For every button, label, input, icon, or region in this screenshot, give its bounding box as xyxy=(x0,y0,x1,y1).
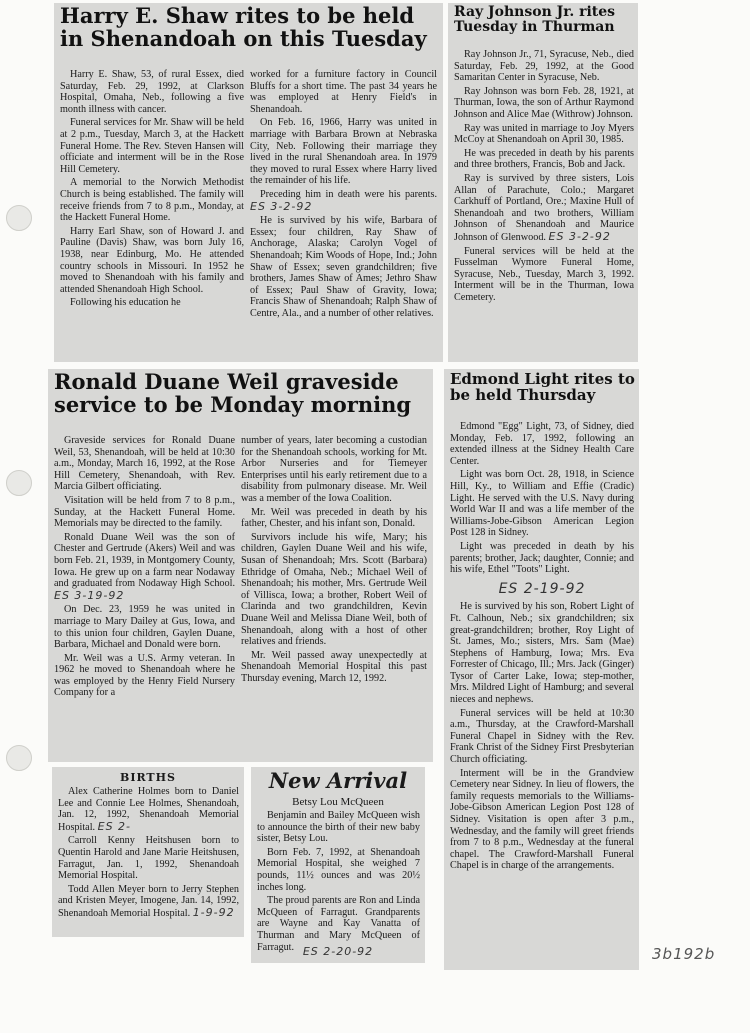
shaw-column-2 xyxy=(250,69,437,319)
paragraph: Following his education he xyxy=(70,297,181,309)
paragraph: Light was preceded in death by his parents; brother, Jack; daughter, Connie; and his wife, Ethel "Toots" Light. xyxy=(450,540,634,576)
weil-headline: Ronald Duane Weil graveside service to be Monday morning xyxy=(54,369,412,417)
paragraph-text: Alex Catherine Holmes born to Daniel Lee and Connie Lee Holmes, Shenandoah, Jan. 12, 1992, Shenandoah Memorial Hospital. xyxy=(58,786,239,833)
weil-column-1 xyxy=(54,435,235,699)
births-column xyxy=(58,786,239,920)
paragraph: Funeral services for Mr. Shaw will be held at 2 p.m., Tuesday, March 3, at the Hackett Funeral Home. The Rev. Steven Hansen will officiate and interment will be in the Rose Hill Cemetery. xyxy=(60,117,244,175)
arrival-title: New Arrival xyxy=(268,768,408,793)
paragraph: Benjamin and Bailey McQueen wish to announce the birth of their new baby sister, Betsy Lou. xyxy=(257,810,420,845)
paragraph: worked for a furniture factory in Council Bluffs for a short time. The past 34 years he was employed at Henry Field's in Shenandoah. xyxy=(250,69,437,115)
birth-entry xyxy=(58,786,239,833)
paragraph-text: Preceding him in death were his parents. xyxy=(260,188,437,200)
light-headline: Edmond Light rites to be held Thursday xyxy=(450,370,635,405)
births-clipping xyxy=(52,767,244,937)
paragraph: Visitation will be held from 7 to 8 p.m., Sunday, at the Hackett Funeral Home. Memorials may be directed to the family. xyxy=(54,494,235,530)
paragraph: Survivors include his wife, Mary; his children, Gaylen Duane Weil and his wife, Susan of Shenandoah; Mrs. Scott (Barbara) Ethridge of Omaha, Neb.; Michael Weil of Shenandoah; his mother, Mrs. Gertrude Weil of Villisca, Iowa; a brother, Robert Weil of Clarinda and two grandchildren, Kevin Duane Weil and Melissa Diane Weil, both of Shenandoah, along with a host of other relatives and friends. xyxy=(241,531,427,648)
paragraph: Mr. Weil passed away unexpectedly at Shenandoah Memorial Hospital this past Thursday evening, March 12, 1992. xyxy=(241,649,427,684)
light-clipping xyxy=(444,369,639,970)
paragraph-text: Ronald Duane Weil was the son of Chester and Gertrude (Akers) Weil and was born Feb. 21, 1939, in Montgomery County, Iowa. He grew up on a farm near Nodaway and graduated from Nodaway High School. xyxy=(54,531,235,590)
light-column xyxy=(450,421,634,872)
catalog-number: 3b192b xyxy=(652,945,716,963)
handwritten-date-note: ES 2-19-92 xyxy=(498,580,586,597)
paragraph: The proud parents are Ron and Linda McQueen of Farragut. Grandparents are Wayne and Kay Vanatta of Thurman and Mary McQueen of Farragut. xyxy=(257,895,420,953)
paragraph: He is survived by his wife, Barbara of Essex; four children, Ray Shaw of Anchorage, Alaska; Carolyn Vogel of Shenandoah; Kim Woods of Hope, Ind.; John Shaw of Essex; seven grandchildren; five brothers, James Shaw of Ames; Jethro Shaw of Essex; Paul Shaw of Gravity, Iowa; Francis Shaw of Shenandoah; Ralph Shaw of Centre, Ala., and a number of other relatives. xyxy=(250,215,437,319)
paragraph: Ray Johnson Jr., 71, Syracuse, Neb., died Saturday, Feb. 29, 1992, at the Good Samaritan Center in Syracuse, Neb. xyxy=(454,49,634,84)
punch-hole xyxy=(6,205,32,231)
paragraph: Funeral services will be held at 10:30 a.m., Thursday, at the Crawford-Marshall Funeral Chapel in Sidney with the Rev. Frank Christ of the Sidney First Presbyterian Church officiating. xyxy=(450,707,634,766)
punch-hole xyxy=(6,745,32,771)
handwritten-date-note: ES 3-2-92 xyxy=(250,199,313,213)
paragraph-text: Ray is survived by three sisters, Lois Allan of Parachute, Colo.; Margaret Carkhuff of Portland, Ore.; Maxine Hull of Shenandoah and two brothers, William Johnson of Shenandoah and Maurice Johnson of Glenwood. xyxy=(454,172,634,243)
handwritten-date-note: ES 2- xyxy=(97,819,132,833)
arrival-baby-name: Betsy Lou McQueen xyxy=(292,796,384,808)
weil-clipping xyxy=(48,369,433,762)
shaw-headline: Harry E. Shaw rites to be held in Shenandoah on this Tuesday xyxy=(60,3,427,51)
johnson-headline: Ray Johnson Jr. rites Tuesday in Thurman xyxy=(454,4,616,36)
paragraph: He was preceded in death by his parents and three brothers, Francis, Bob and Jack. xyxy=(454,147,634,171)
paragraph xyxy=(250,189,437,213)
handwritten-date-note: ES 3-2-92 xyxy=(548,229,611,243)
paragraph: Edmond "Egg" Light, 73, of Sidney, died Monday, Feb. 17, 1992, following an extended illness at the Sidney Health Care Center. xyxy=(450,421,634,467)
weil-column-2 xyxy=(241,435,427,684)
arrival-column xyxy=(257,810,420,953)
handwritten-date-note: ES 2-20-92 xyxy=(302,945,374,958)
paragraph: Interment will be in the Grandview Cemetery near Sidney. In lieu of flowers, the family requests memorials to the Williams-Jobe-Gibson American Legion Post 128 of Sidney. Visitation is open after 3 p.m., Wednesday, and the family will greet friends from 7 to 8 p.m., Wednesday at the funeral chapel. The Crawford-Marshall Funeral Chapel is in charge of the arrangements. xyxy=(450,767,634,872)
handwritten-date-note: 1-9-92 xyxy=(192,905,235,919)
paragraph xyxy=(54,532,235,603)
paragraph: On Dec. 23, 1959 he was united in marriage to Mary Dailey at Gus, Iowa, and to this union four children, Gaylen Duane, Barbara, Michael and Donald were born. xyxy=(54,604,235,651)
paragraph: A memorial to the Norwich Methodist Church is being established. The family will receive friends from 7 to 8 p.m., Monday, at the Hackett Funeral Home. xyxy=(60,177,244,224)
punch-hole xyxy=(6,470,32,496)
birth-entry xyxy=(58,884,239,920)
paragraph: Ray Johnson was born Feb. 28, 1921, at Thurman, Iowa, the son of Arthur Raymond Johnson and Alice Mae (Withrow) Johnson. xyxy=(454,85,634,120)
paragraph xyxy=(454,173,634,244)
arrival-clipping xyxy=(251,767,425,963)
paragraph: Funeral services will be held at the Fusselman Wymore Funeral Home, Syracuse, Neb., Tuesday, March 3, 1992. Interment will be in the Thurman, Iowa Cemetery. xyxy=(454,245,634,303)
paragraph-text: Todd Allen Meyer born to Jerry Stephen and Kristen Meyer, Imogene, Jan. 14, 1992, Shenandoah Memorial Hospital. xyxy=(58,883,239,919)
paragraph: Harry E. Shaw, 53, of rural Essex, died Saturday, Feb. 29, 1992, at Clarkson Hospital, Omaha, Neb., following a five month illness with cancer. xyxy=(60,69,244,115)
shaw-clipping xyxy=(54,3,443,362)
paragraph: Mr. Weil was a U.S. Army veteran. In 1962 he moved to Shenandoah where he was employed by the Henry Field Nursery Company for a xyxy=(54,652,235,699)
johnson-column xyxy=(454,49,634,303)
paragraph: Ray was united in marriage to Joy Myers McCoy at Shenandoah on April 30, 1985. xyxy=(454,122,634,146)
births-title: BIRTHS xyxy=(120,771,176,784)
paragraph: Harry Earl Shaw, son of Howard J. and Pauline (Davis) Shaw, was born July 16, 1938, near Edinburg, Mo. He attended country schools in Missouri. In 1952 he moved to Shenandoah with his family and attended Shenandoah High School. xyxy=(60,225,244,295)
handwritten-date-note: ES 3-19-92 xyxy=(54,588,125,602)
paragraph: Born Feb. 7, 1992, at Shenandoah Memorial Hospital, she weighed 7 pounds, 11½ ounces and was 20½ inches long. xyxy=(257,846,420,893)
johnson-clipping xyxy=(448,3,638,362)
paragraph: Mr. Weil was preceded in death by his father, Chester, and his infant son, Donald. xyxy=(241,506,427,530)
paragraph: number of years, later becoming a custodian for the Shenandoah schools, working for Mt. Arbor Nurseries and for Tiemeyer Enterprises until his early retirement due to a disability from pulmonary disease. Mr. Weil was a member of the Iowa Coalition. xyxy=(241,435,427,504)
paragraph: Light was born Oct. 28, 1918, in Science Hill, Ky., to William and Effie (Cradic) Light. He served with the U.S. Navy during World War II and was a life member of the Williams-Jobe-Gibson American Legion Post 128 in Sidney. xyxy=(450,469,634,539)
paragraph: Graveside services for Ronald Duane Weil, 53, Shenandoah, will be held at 10:30 a.m., Monday, March 16, 1992, at the Rose Hill Cemetery, Shenandoah, with Rev. Marcia Gilbert officiating. xyxy=(54,435,235,493)
shaw-column-1 xyxy=(60,69,244,309)
paragraph: He is survived by his son, Robert Light of Ft. Calhoun, Neb.; six grandchildren; six great-grandchildren; brother, Roy Light of St. James, Mo.; sisters, Mrs. Sam (Mae) Stephens of Hamburg, Iowa; Mrs. Eva Forrester of Chicago, Ill.; Mrs. Jack (Ginger) Tysor of Carter Lake, Iowa; step-mother, Mrs. Mildred Light of Hamburg; and several nieces and nephews. xyxy=(450,601,634,706)
birth-entry: Carroll Kenny Heitshusen born to Quentin Harold and Jane Marie Heitshusen, Farragut, Jan. 1, 1992, Shenandoah Memorial Hospital. xyxy=(58,835,239,882)
paragraph: On Feb. 16, 1966, Harry was united in marriage with Barbara Brown at Nebraska City, Neb. Following their marriage they lived in the rural Shenandoah area. In 1979 they moved to rural Essex where Harry lived the remainder of his life. xyxy=(250,117,437,187)
